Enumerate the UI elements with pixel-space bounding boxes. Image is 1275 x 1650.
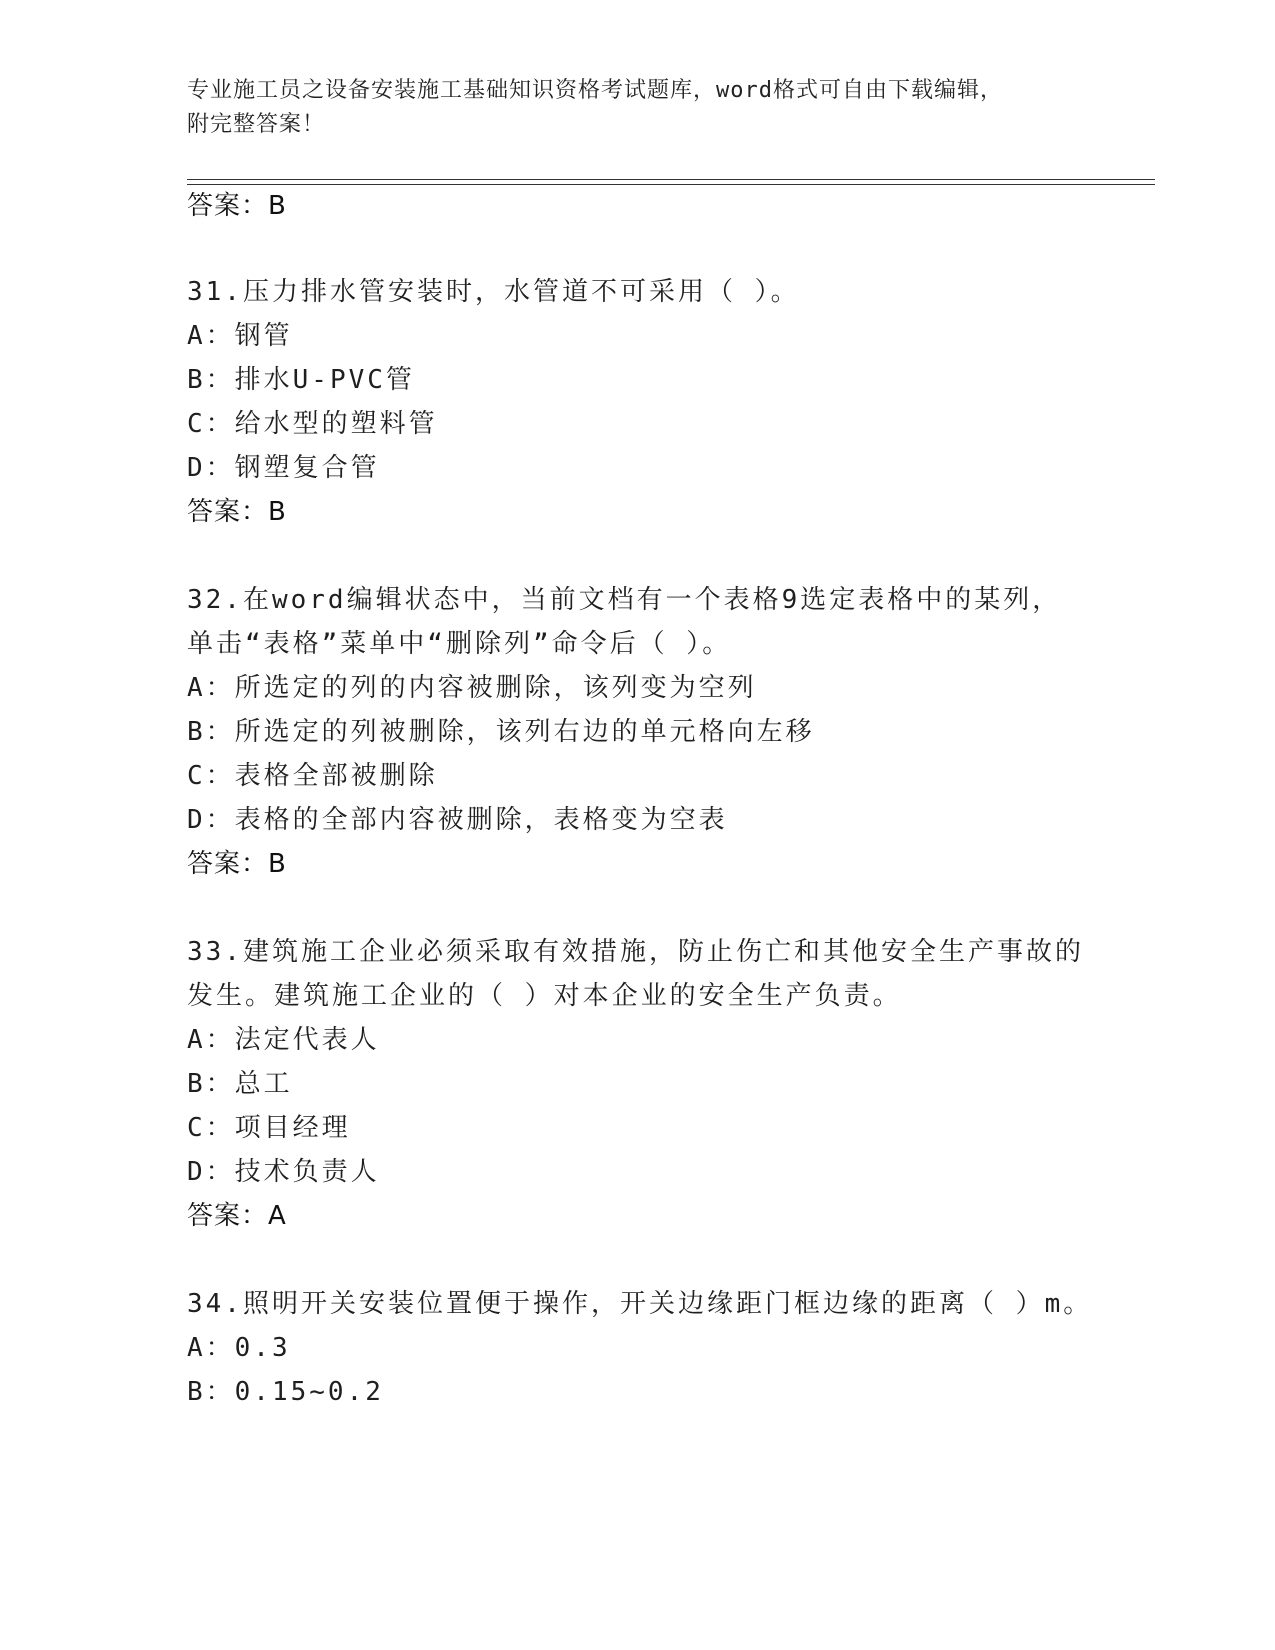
header-note-line-2: 附完整答案！ bbox=[187, 112, 326, 137]
answer-q31: 答案：B bbox=[187, 497, 287, 527]
question-34-stem: 34.照明开关安装位置便于操作，开关边缘距门框边缘的距离（ ）m。 bbox=[187, 1289, 1093, 1319]
question-33-option-d: D：技术负责人 bbox=[187, 1157, 380, 1187]
question-31-option-c: C：给水型的塑料管 bbox=[187, 409, 438, 439]
question-33-option-c: C：项目经理 bbox=[187, 1113, 351, 1143]
question-31-option-b: B：排水U-PVC管 bbox=[187, 365, 415, 395]
question-33-stem-line-1: 33.建筑施工企业必须采取有效措施，防止伤亡和其他安全生产事故的 bbox=[187, 937, 1084, 967]
question-32-stem-line-1: 32.在word编辑状态中，当前文档有一个表格9选定表格中的某列， bbox=[187, 585, 1062, 615]
answer-q32: 答案：B bbox=[187, 849, 287, 879]
question-33-option-b: B：总工 bbox=[187, 1069, 293, 1099]
header-divider-top bbox=[187, 179, 1155, 180]
question-31-stem: 31.压力排水管安装时，水管道不可采用（ ）。 bbox=[187, 277, 800, 307]
header-divider-bottom bbox=[187, 184, 1155, 185]
question-32-option-a: A：所选定的列的内容被删除，该列变为空列 bbox=[187, 673, 757, 703]
question-34-option-a: A：0.3 bbox=[187, 1333, 291, 1363]
question-32-stem-line-2: 单击“表格”菜单中“删除列”命令后（ ）。 bbox=[187, 629, 732, 659]
answer-q30: 答案：B bbox=[187, 191, 287, 221]
question-34-option-b: B：0.15~0.2 bbox=[187, 1377, 384, 1407]
question-33-option-a: A：法定代表人 bbox=[187, 1025, 380, 1055]
question-32-option-d: D：表格的全部内容被删除，表格变为空表 bbox=[187, 805, 728, 835]
question-31-option-a: A：钢管 bbox=[187, 321, 293, 351]
question-31-option-d: D：钢塑复合管 bbox=[187, 453, 380, 483]
question-32-option-b: B：所选定的列被删除，该列右边的单元格向左移 bbox=[187, 717, 815, 747]
header-note bbox=[187, 74, 1087, 142]
question-32-option-c: C：表格全部被删除 bbox=[187, 761, 438, 791]
answer-q33: 答案：A bbox=[187, 1201, 287, 1231]
header-note-line-1: 专业施工员之设备安装施工基础知识资格考试题库，word格式可自由下载编辑， bbox=[187, 78, 1003, 103]
question-33-stem-line-2: 发生。建筑施工企业的（ ）对本企业的安全生产负责。 bbox=[187, 981, 902, 1011]
